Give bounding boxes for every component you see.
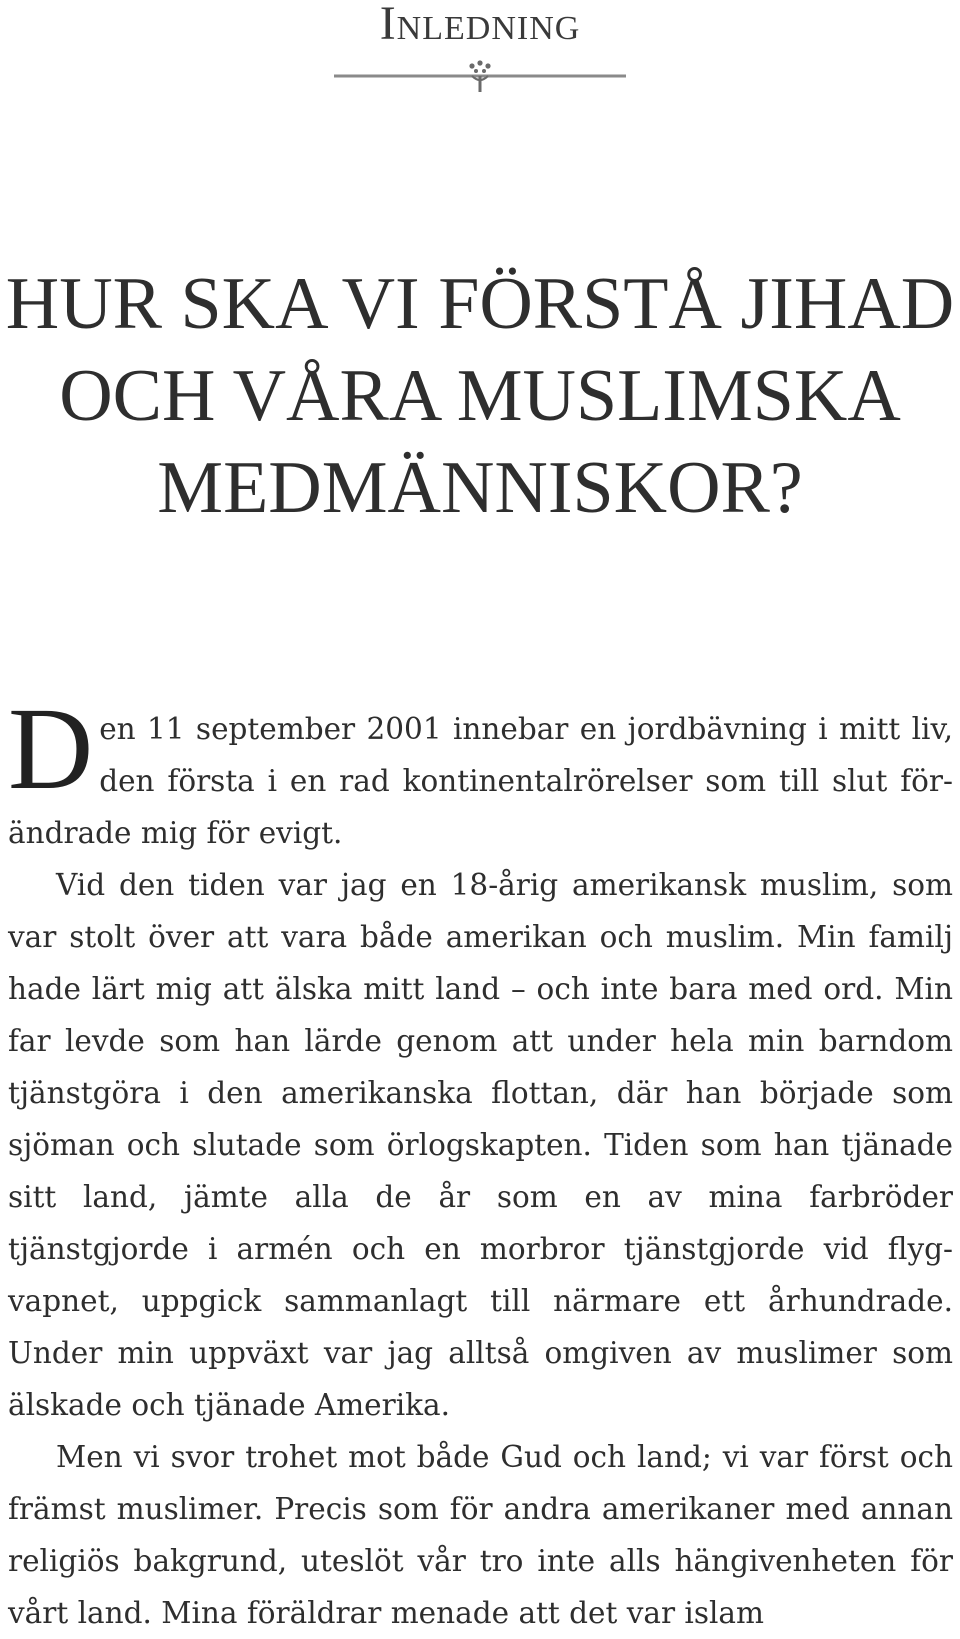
paragraph: Vid den tiden var jag en 18-årig amerikansk muslim, som var stolt över att vara både amerikan och muslim. Min familj hade lärt mig att älska mitt land – och inte bara med ord. Min far levde som han lärde genom att under hela min barndom tjänstgöra i den amerikanska flottan, där han började som sjöman och slutade som örlogskapten. Tiden som han tjänade sitt land, jämte alla de år som en av mina farbröder tjänstgjorde i armén och en morbror tjänstgjorde vid flygvapnet, uppgick sammanlagt till närmare ett århundrade. Under min uppväxt var jag alltså omgiven av muslimer som älskade och tjänade Amerika. bbox=[8, 868, 953, 1422]
chapter-title bbox=[0, 258, 960, 534]
body-text bbox=[8, 683, 953, 1639]
chapter-title-line: HUR SKA VI FÖRSTÅ JIHAD bbox=[5, 263, 955, 345]
drop-cap: D bbox=[8, 683, 94, 814]
section-label: Inledning bbox=[379, 0, 581, 50]
flourish-divider-icon bbox=[330, 54, 630, 104]
paragraph-text: en 11 september 2001 innebar en jordbävning i mitt liv, den första i en rad kontinentalrörelser som till slut förändrade mig för evigt. bbox=[8, 712, 953, 850]
paragraph bbox=[8, 683, 953, 859]
chapter-title-line: MEDMÄNNISKOR? bbox=[157, 447, 803, 529]
paragraph: Men vi svor trohet mot både Gud och land; vi var först och främst muslimer. Precis som för andra amerikaner med annan religiös bakgrund, uteslöt vår tro inte alls hängivenheten för vårt land. Mina föräldrar menade att det var islam bbox=[8, 1440, 953, 1630]
chapter-title-line: OCH VÅRA MUSLIMSKA bbox=[59, 355, 901, 437]
